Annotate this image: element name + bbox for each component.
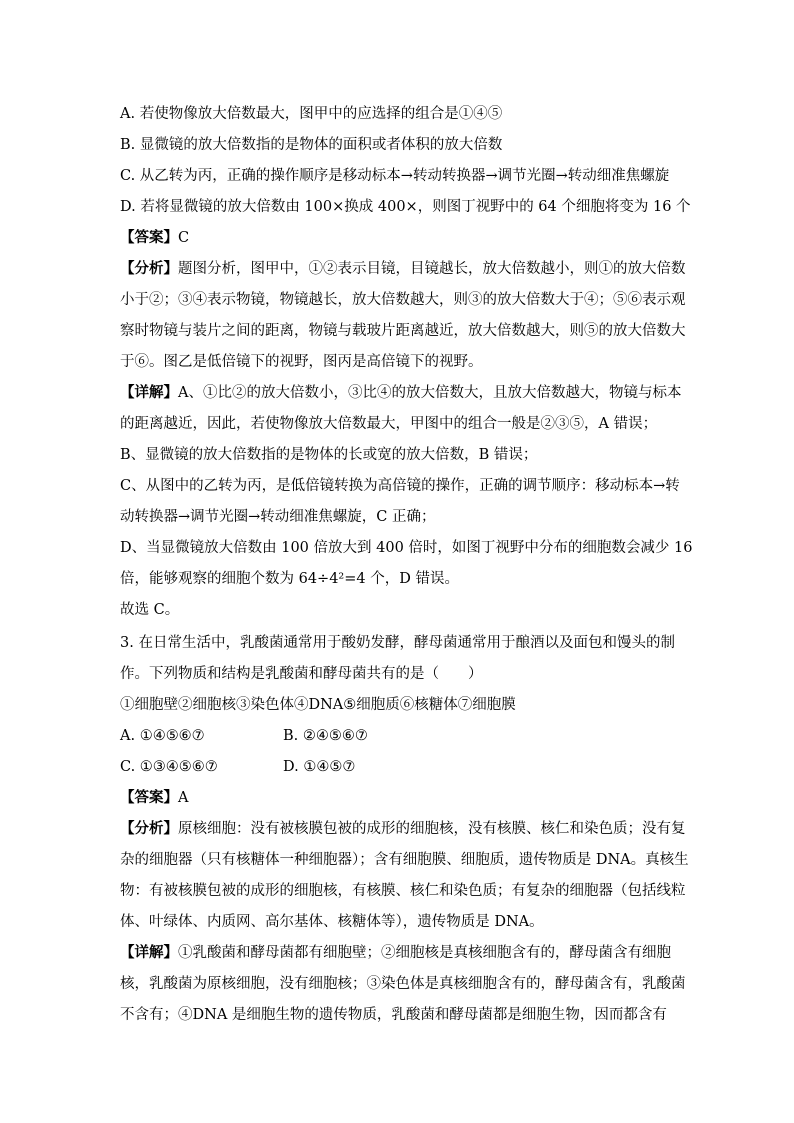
analysis-tag: 【分析】: [120, 260, 178, 277]
q2-analysis-line-1: [120, 259, 686, 279]
q3-option-c: C. ①③④⑤⑥⑦: [120, 759, 218, 775]
answer-tag: 【答案】: [120, 229, 178, 246]
q2-answer: [120, 228, 680, 248]
analysis-text: 题图分析，图甲中，①②表示目镜，目镜越长，放大倍数越小，则①的放大倍数: [178, 261, 686, 277]
answer-tag: 【答案】: [120, 789, 178, 806]
q3-stem-line-1: 3. 在日常生活中，乳酸菌通常用于酸奶发酵，酵母菌通常用于酿酒以及面包和馒头的制: [120, 635, 675, 651]
q2-detail-line-5: 动转换器→调节光圈→转动细准焦螺旋，C 正确；: [120, 509, 436, 525]
q3-option-d: D. ①④⑤⑦: [283, 759, 356, 775]
q3-analysis-line-3: 物：有被核膜包被的成形的细胞核，有核膜、核仁和染色质；有复杂的细胞器（包括线粒: [120, 883, 686, 899]
q3-detail-line-1: [120, 943, 680, 963]
q2-analysis-line-4: 于⑥。图乙是低倍镜下的视野，图丙是高倍镜下的视野。: [120, 354, 483, 370]
q3-analysis-line-4: 体、叶绿体、内质网、高尔基体、核糖体等），遗传物质是 DNA。: [120, 914, 544, 930]
answer-value: A: [178, 790, 189, 806]
q3-stem-line-2: 作。下列物质和结构是乳酸菌和酵母菌共有的是（ ）: [120, 666, 483, 682]
q3-stem-items: ①细胞壁②细胞核③染色体④DNA⑤细胞质⑥核糖体⑦细胞膜: [120, 697, 516, 713]
q3-answer: [120, 788, 680, 808]
q3-option-a: A. ①④⑤⑥⑦: [120, 728, 205, 744]
q2-detail-line-4: C、从图中的乙转为丙，是低倍镜转换为高倍镜的操作，正确的调节顺序：移动标本→转: [120, 478, 680, 494]
q2-conclusion: 故选 C。: [120, 602, 180, 618]
detail-tag: 【详解】: [120, 944, 178, 961]
analysis-text: 原核细胞：没有被核膜包被的成形的细胞核，没有核膜、核仁和染色质；没有复: [178, 821, 686, 837]
q3-options-row-2: [120, 757, 680, 777]
q2-option-d: D. 若将显微镜的放大倍数由 100×换成 400×，则图丁视野中的 64 个细胞将变为 16 个: [120, 199, 691, 215]
q3-analysis-line-1: [120, 819, 686, 839]
q2-detail-line-2: 的距离越近，因此，若使物像放大倍数最大，甲图中的组合一般是②③⑤，A 错误；: [120, 416, 658, 432]
q2-detail-line-7: 倍，能够观察的细胞个数为 64÷4²=4 个，D 错误。: [120, 571, 459, 587]
q2-detail-line-1: [120, 383, 680, 403]
q2-analysis-line-3: 察时物镜与装片之间的距离，物镜与载玻片距离越近，放大倍数越大，则⑤的放大倍数大: [120, 323, 686, 339]
answer-value: C: [178, 230, 190, 246]
q3-detail-line-2: 核，乳酸菌为原核细胞，没有细胞核；③染色体是真核细胞含有的，酵母菌含有，乳酸菌: [120, 976, 686, 992]
analysis-tag: 【分析】: [120, 820, 178, 837]
q2-analysis-line-2: 小于②；③④表示物镜，物镜越长，放大倍数越大，则③的放大倍数大于④；⑤⑥表示观: [120, 292, 686, 308]
q3-analysis-line-2: 杂的细胞器（只有核糖体一种细胞器）；含有细胞膜、细胞质，遗传物质是 DNA。真核生: [120, 852, 689, 868]
q3-options-row-1: [120, 726, 680, 746]
q3-detail-line-3: 不含有；④DNA 是细胞生物的遗传物质，乳酸菌和酵母菌都是细胞生物，因而都含有: [120, 1007, 667, 1023]
q2-option-b: B. 显微镜的放大倍数指的是物体的面积或者体积的放大倍数: [120, 137, 503, 153]
q2-detail-line-6: D、当显微镜放大倍数由 100 倍放大到 400 倍时，如图丁视野中分布的细胞数会减少 16: [120, 540, 693, 556]
q2-option-a: A. 若使物像放大倍数最大，图甲中的应选择的组合是①④⑤: [120, 106, 503, 122]
q2-detail-line-3: B、显微镜的放大倍数指的是物体的长或宽的放大倍数，B 错误；: [120, 447, 538, 463]
q2-option-c: C. 从乙转为丙，正确的操作顺序是移动标本→转动转换器→调节光圈→转动细准焦螺旋: [120, 168, 670, 184]
detail-text: ①乳酸菌和酵母菌都有细胞壁；②细胞核是真核细胞含有的，酵母菌含有细胞: [178, 945, 671, 961]
q3-option-b: B. ②④⑤⑥⑦: [283, 728, 368, 744]
detail-text: A、①比②的放大倍数小，③比④的放大倍数大，且放大倍数越大，物镜与标本: [178, 385, 682, 401]
detail-tag: 【详解】: [120, 384, 178, 401]
